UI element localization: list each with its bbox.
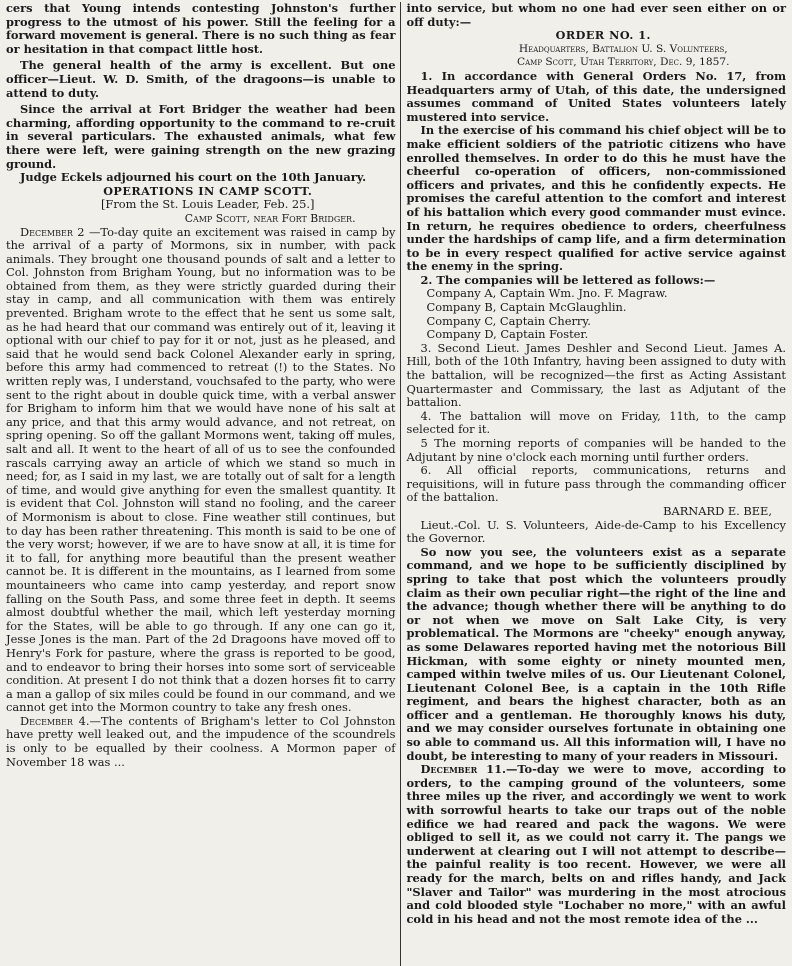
company-item: Company D, Captain Foster.: [426, 327, 589, 342]
date-lead: December 11.: [420, 762, 506, 777]
paragraph-body: —To-day quite an excitement was raised in camp by the arrival of a party of Mormons, six in number, with pack animals. They brought one thousand pounds of salt and a letter to Col. Johnston from Brigham Young, but no information was to be obtained from them, as they were strictly guarded during their stay in camp, and all communication with them was entirely prevented. Brigham wrote to the effect that he sent us some salt, as he had heard that our command was entirely out of it, leaving it optional with our chief to pay for it or not, just as he pleased, and said that he would send back Colonel Alexander early in spring, before this army had commenced to retreat (!) to the States. No written reply was, I understand, vouchsafed to the party, who were sent to the right about in double quick time, with a verbal answer for Brigham to inform him that we would have none of his salt at any price, and that this army would advance, and not retreat, on spring opening. So off the gallant Mormons went, taking off mules, salt and all. It went to the heart of all of us to see the confounded rascals carrying away an article of which we stand so much in need; for, as I said in my last, we are totally out of salt for a length of time, and would give anything for even the smallest quantity. It is evident that Col. Johnston will stand no fooling, and the career of Mormonism is about to close. Fine weather still continues, but to day has been rather threatening. This month is said to be one of the very worst; however, if we are to have snow at all, it is time for it to fall, for anything more beautiful than the present weather cannot be. It is different in the mountains, as I learned from some mountaineers who came into camp yesterday, and report snow falling on the South Pass, and some three feet in depth. It seems almost doubtful whether the mail, which left yesterday morning for the States, will be able to go through. If any one can go it, Jesse Jones is the man. Part of the 2d Dragoons have moved off to Henry's Fork for pasture, where the grass is reported to be good, and to endeavor to bring their horses into some sort of serviceable condition. At present I do not think that a dozen horses fit to carry a man a gallop of six miles could be found in our command, and we cannot get into the Mormon country to take any fresh ones.: [6, 224, 396, 715]
paragraph: [407, 763, 787, 926]
signature-name: BARNARD E. BEE,: [663, 503, 772, 518]
paragraph: 2. The companies will be lettered as follows:—: [420, 272, 716, 287]
article-heading: OPERATIONS IN CAMP SCOTT.: [103, 183, 313, 198]
date-lead: December 2: [20, 224, 85, 239]
company-item: Company C, Captain Cherry.: [426, 313, 591, 328]
paragraph: cers that Young intends contesting Johnston's further progress to the utmost of his power. Still the feeling for a forward movement is general. There is no such thing as fear or hesitation in that compact little host.: [6, 2, 396, 56]
signature-title: Lieut.-Col. U. S. Volunteers, Aide-de-Camp to his Excellency the Governor.: [406, 517, 786, 546]
company-item: Company A, Captain Wm. Jno. F. Magraw.: [426, 286, 668, 301]
order-date: Camp Scott, Utah Territory, Dec. 9, 1857.: [517, 56, 730, 69]
paragraph-body: —The contents of Brigham's letter to Col Johnston have pretty well leaked out, and the impudence of the scoundrels is only to be equalled by their coolness. A Mormon paper of November 18 was ...: [6, 713, 396, 769]
paragraph: 5 The morning reports of companies will be handed to the Adjutant by nine o'clock each morning until further orders.: [406, 436, 786, 464]
paragraph: Since the arrival at Fort Bridger the weather had been charming, affording opportunity to the command to re-cruit in several particulars. The exhausted animals, what few there were left, were gaining strength on the new grazing ground.: [6, 102, 396, 171]
paragraph: 6. All official reports, communications, returns and requisitions, will in future pass through the commanding officer of the battalion.: [406, 463, 786, 505]
order-heading: ORDER NO. 1.: [555, 28, 651, 43]
left-column: [4, 2, 400, 964]
paragraph: [6, 715, 396, 769]
article-source: [From the St. Louis Leader, Feb. 25.]: [100, 197, 315, 212]
paragraph: 4. The battalion will move on Friday, 11th, to the camp selected for it.: [406, 408, 786, 437]
paragraph: The general health of the army is excellent. But one officer—Lieut. W. D. Smith, of the dragoons—is unable to attend to duty.: [6, 58, 396, 100]
dateline: Camp Scott, near Fort Bridger.: [184, 211, 356, 225]
paragraph-body: —To-day we were to move, according to orders, to the camping ground of the volunteers, some three miles up the river, and accordingly we went to work with sorrowful hearts to take our traps out of the noble edifice we had reared and pack the wagons. We were obliged to sell it, as we could not carry it. The pangs we underwent at clearing out I will not attempt to describe—the painful reality is too recent. However, we were all ready for the march, belts on and rifles handy, and Jack "Slaver and Tailor" was murdering in the most atrocious and cold blooded style "Lochaber no more," with an awful cold in his head and not the most remote idea of the ...: [406, 762, 786, 926]
right-column: [401, 2, 789, 964]
company-item: Company B, Captain McGlaughlin.: [426, 300, 627, 315]
date-lead: December 4.: [20, 713, 90, 728]
paragraph: [6, 226, 396, 715]
paragraph: Judge Eckels adjourned his court on the 10th January.: [20, 170, 367, 185]
paragraph: 3. Second Lieut. James Deshler and Second Lieut. James A. Hill, both of the 10th Infantry, having been assigned to duty with the battalion, will be recognized—the first as Acting Assistant Quartermaster and Commissary, the last as Adjutant of the battalion.: [406, 340, 786, 410]
paragraph: 1. In accordance with General Orders No. 17, from Headquarters army of Utah, of this date, the undersigned assumes command of United States volunteers lately mustered into service.: [406, 68, 786, 124]
order-headquarters: Headquarters, Battalion U. S. Volunteers,: [518, 42, 728, 55]
paragraph: into service, but whom no one had ever seen either on or off duty:—: [406, 2, 786, 29]
paragraph: So now you see, the volunteers exist as a separate command, and we hope to be sufficiently disciplined by spring to take that post which the volunteers proudly claim as their own peculiar right—the right of the line and the advance; though whether there will be anything to do or not when we move on Salt Lake City, is very problematical. The Mormons are "cheeky" enough anyway, as some Delawares reported having met the notorious Bill Hickman, with some eighty or ninety mounted men, camped within twelve miles of us. Our Lieutenant Colonel, Lieutenant Colonel Bee, is a captain in the 10th Rifle regiment, and bears the highest character, both as an officer and a gentleman. He thoroughly knows his duty, and we may consider ourselves fortunate in obtaining one so able to command us. All this information will, I have no doubt, be interesting to many of your readers in Missouri.: [406, 544, 786, 763]
paragraph: In the exercise of his command his chief object will be to make efficient soldiers of the patriotic citizens who have enrolled themselves. In order to do this he must have the cheerful co-operation of officers, non-commissioned officers and privates, and this he confidently expects. He promises the careful attention to the comfort and interest of his battalion which every good commander must evince. In return, he requires obedience to orders, cheerfulness under the hardships of camp life, and a firm determination to be in every respect qualified for active service against the enemy in the spring.: [406, 123, 786, 274]
